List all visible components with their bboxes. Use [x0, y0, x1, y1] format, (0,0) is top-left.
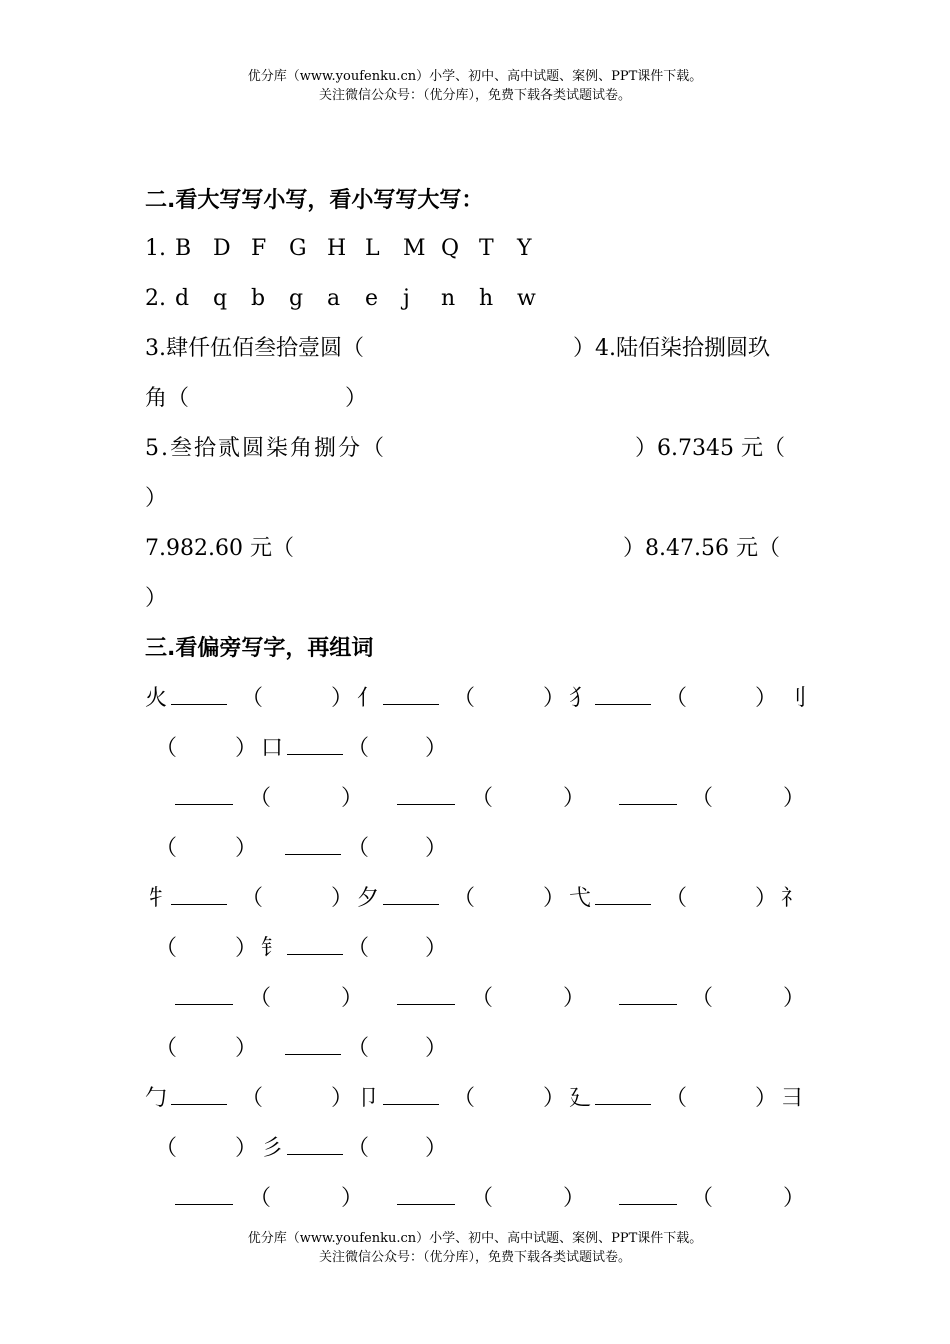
letter: Q — [441, 236, 460, 261]
radical: 犭 — [569, 686, 592, 711]
paren-close: ） — [331, 886, 354, 911]
answer-row — [145, 984, 805, 1014]
paren-close: ） — [425, 736, 448, 761]
footer-line-1: 优分库（www.youfenku.cn）小学、初中、高中试题、案例、PPT课件下载。 — [247, 1231, 703, 1246]
radical: 卩 — [357, 1086, 380, 1111]
paren-open: （ — [453, 886, 476, 911]
paren-open: （ — [241, 886, 264, 911]
radical: 口 — [261, 736, 284, 761]
letter: G — [289, 236, 307, 261]
letter: a — [327, 286, 341, 311]
radical: 彡 — [261, 1136, 284, 1161]
paren-open: （ — [155, 1036, 178, 1061]
answer-blank[interactable] — [397, 1186, 455, 1205]
paren-close: ） — [341, 786, 364, 811]
answer-blank[interactable] — [595, 886, 651, 905]
paren-close: ） — [543, 686, 566, 711]
page-footer — [0, 1229, 950, 1267]
section-3-title: 三.看偏旁写字，再组词 — [145, 636, 374, 661]
letter: j — [403, 286, 410, 311]
radical-row — [145, 1084, 805, 1114]
answer-blank[interactable] — [287, 736, 343, 755]
paren-close: ） — [783, 786, 806, 811]
header-line-1: 优分库（www.youfenku.cn）小学、初中、高中试题、案例、PPT课件下载。 — [247, 69, 703, 84]
paren-close: ） — [235, 836, 258, 861]
paren-open: （ — [347, 736, 370, 761]
answer-blank[interactable] — [595, 1086, 651, 1105]
paren-close: ） — [755, 686, 778, 711]
paren-close: ） — [563, 1186, 586, 1211]
paren-close: ） — [235, 936, 258, 961]
question-1-uppercase-letters — [145, 234, 555, 264]
answer-blank[interactable] — [383, 886, 439, 905]
paren-open: （ — [155, 736, 178, 761]
paren-open: （ — [241, 686, 264, 711]
radical: 夕 — [357, 886, 380, 911]
question-5-6-row — [145, 434, 805, 464]
paren-close: ） — [425, 1136, 448, 1161]
answer-blank[interactable] — [175, 1186, 233, 1205]
answer-blank[interactable] — [175, 786, 233, 805]
question-4-text: ）4.陆佰柒拾捌圆玖 — [573, 336, 770, 361]
answer-blank[interactable] — [287, 1136, 343, 1155]
paren-close: ） — [783, 1186, 806, 1211]
radical: 弋 — [569, 886, 592, 911]
paren-close: ） — [563, 786, 586, 811]
paren-open: （ — [691, 1186, 714, 1211]
question-7-8-row — [145, 534, 805, 564]
question-4-close: ） — [345, 386, 368, 411]
paren-open: （ — [665, 686, 688, 711]
question-2-lowercase-letters — [145, 284, 555, 314]
radical: 礻 — [781, 886, 804, 911]
letter: b — [251, 286, 266, 311]
paren-close: ） — [755, 1086, 778, 1111]
question-3-4-row — [145, 334, 805, 364]
question-4-continuation — [145, 384, 805, 414]
radical: 勹 — [145, 1086, 168, 1111]
question-7-text: 7.982.60 元（ — [145, 536, 294, 561]
paren-close: ） — [235, 1036, 258, 1061]
paren-open: （ — [347, 836, 370, 861]
paren-close: ） — [543, 1086, 566, 1111]
answer-blank[interactable] — [383, 686, 439, 705]
answer-blank[interactable] — [171, 1086, 227, 1105]
paren-close: ） — [341, 986, 364, 1011]
letter: g — [289, 286, 304, 311]
letter: M — [403, 236, 426, 261]
answer-blank[interactable] — [171, 886, 227, 905]
paren-close: ） — [235, 1136, 258, 1161]
paren-open: （ — [471, 786, 494, 811]
answer-blank[interactable] — [619, 986, 677, 1005]
letter: B — [175, 236, 192, 261]
answer-row — [145, 784, 805, 814]
paren-close: ） — [543, 886, 566, 911]
paren-close: ） — [341, 1186, 364, 1211]
answer-blank[interactable] — [619, 786, 677, 805]
paren-open: （ — [665, 1086, 688, 1111]
paren-close: ） — [235, 736, 258, 761]
answer-blank[interactable] — [175, 986, 233, 1005]
answer-blank[interactable] — [397, 786, 455, 805]
answer-blank[interactable] — [619, 1186, 677, 1205]
question-6-text: ）6.7345 元（ — [635, 436, 785, 461]
radical: 彐 — [781, 1086, 804, 1111]
question-8-close: ） — [145, 586, 168, 611]
paren-open: （ — [691, 986, 714, 1011]
radical-row — [145, 884, 805, 914]
paren-open: （ — [453, 1086, 476, 1111]
letter: T — [479, 236, 494, 261]
radical: 钅 — [261, 936, 284, 961]
question-1-label: 1. — [145, 236, 166, 261]
radical: 牜 — [145, 886, 168, 911]
paren-close: ） — [331, 686, 354, 711]
letter: q — [213, 286, 228, 311]
paren-open: （ — [347, 1136, 370, 1161]
radical-row — [145, 734, 805, 764]
header-line-2: 关注微信公众号：（优分库），免费下载各类试题试卷。 — [318, 88, 631, 103]
paren-close: ） — [563, 986, 586, 1011]
paren-open: （ — [691, 786, 714, 811]
page-header — [0, 67, 950, 105]
paren-open: （ — [347, 936, 370, 961]
radical-row — [145, 934, 805, 964]
answer-blank[interactable] — [171, 686, 227, 705]
letter: w — [517, 286, 536, 311]
paren-open: （ — [471, 986, 494, 1011]
paren-close: ） — [783, 986, 806, 1011]
question-8-text: ）8.47.56 元（ — [623, 536, 780, 561]
letter: n — [441, 286, 456, 311]
letter: e — [365, 286, 379, 311]
question-5-text: 5.叁拾贰圆柒角捌分（ — [145, 436, 386, 461]
paren-close: ） — [425, 1036, 448, 1061]
footer-line-2: 关注微信公众号：（优分库），免费下载各类试题试卷。 — [318, 1250, 631, 1265]
question-6-close: ） — [145, 486, 168, 511]
answer-blank[interactable] — [383, 1086, 439, 1105]
answer-blank[interactable] — [397, 986, 455, 1005]
answer-row — [145, 1034, 805, 1064]
paren-close: ） — [425, 936, 448, 961]
question-2-label: 2. — [145, 286, 166, 311]
radical: 刂 — [785, 686, 808, 711]
paren-open: （ — [347, 1036, 370, 1061]
answer-blank[interactable] — [287, 936, 343, 955]
paren-open: （ — [241, 1086, 264, 1111]
paren-open: （ — [155, 936, 178, 961]
paren-open: （ — [471, 1186, 494, 1211]
question-3-text: 3.肆仟伍佰叁拾壹圆（ — [145, 336, 364, 361]
letter: h — [479, 286, 494, 311]
paren-open: （ — [249, 986, 272, 1011]
paren-open: （ — [155, 836, 178, 861]
letter: L — [365, 236, 380, 261]
radical: 廴 — [569, 1086, 592, 1111]
answer-blank[interactable] — [285, 836, 341, 855]
answer-blank[interactable] — [595, 686, 651, 705]
radical-row — [145, 1134, 805, 1164]
answer-row — [145, 834, 805, 864]
radical: 火 — [145, 686, 168, 711]
radical-row — [145, 684, 808, 714]
letter: D — [213, 236, 231, 261]
paren-open: （ — [453, 686, 476, 711]
paren-open: （ — [249, 786, 272, 811]
paren-close: ） — [425, 836, 448, 861]
answer-blank[interactable] — [285, 1036, 341, 1055]
question-4-cont-text: 角（ — [145, 386, 190, 411]
radical: 亻 — [357, 686, 380, 711]
section-2-title: 二.看大写写小写，看小写写大写： — [145, 188, 484, 213]
paren-open: （ — [665, 886, 688, 911]
paren-open: （ — [249, 1186, 272, 1211]
paren-open: （ — [155, 1136, 178, 1161]
paren-close: ） — [331, 1086, 354, 1111]
letter: F — [251, 236, 267, 261]
letter: Y — [517, 236, 532, 261]
letter: H — [327, 236, 347, 261]
letter: d — [175, 286, 190, 311]
answer-row — [145, 1184, 805, 1214]
paren-close: ） — [755, 886, 778, 911]
